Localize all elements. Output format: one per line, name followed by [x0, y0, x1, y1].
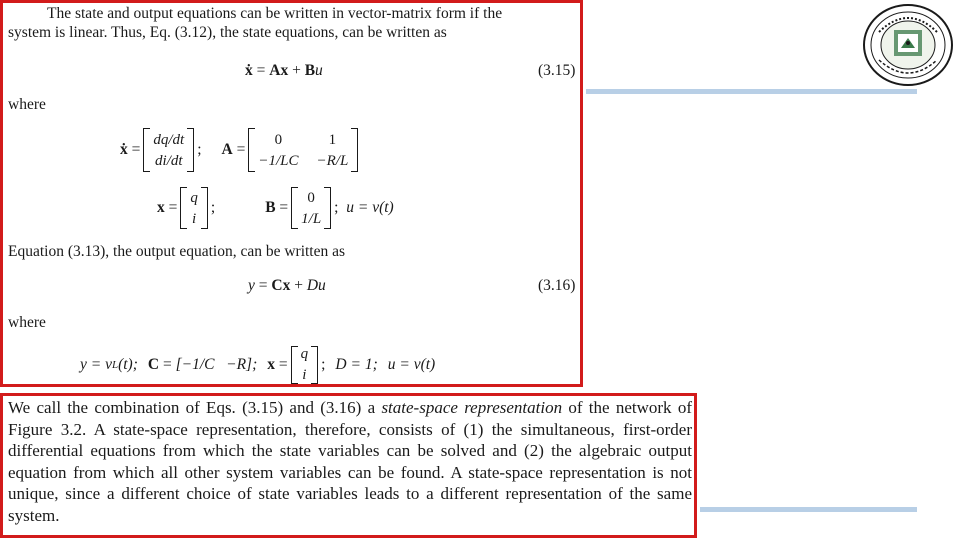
c-row-vector: [−1/C −R];: [175, 355, 258, 373]
eq315-x: x: [280, 62, 289, 79]
x-matrix: [180, 187, 208, 229]
y-definition-subscript: L: [111, 358, 119, 371]
decor-line-bottom: [700, 507, 917, 512]
c-label: C: [147, 355, 160, 373]
eq315-b: B: [304, 62, 316, 79]
y-definition-end: (t);: [118, 355, 138, 373]
paragraph-pre: We call the combination of Eqs. (3.15) and (3.16) a: [8, 398, 382, 417]
a-cell-22: −R/L: [316, 152, 349, 169]
eq316-number: (3.16): [538, 277, 576, 294]
x-and-b-definition: x = q i ; B = 0 1/L ; u = v(t): [157, 187, 394, 229]
b-cell-1: 0: [307, 189, 315, 206]
eq315-a: A: [269, 62, 281, 79]
where-label-1: where: [8, 96, 46, 113]
b-label: B: [265, 199, 276, 216]
eq315-lhs: ẋ: [245, 62, 253, 79]
x-cell-1: q: [190, 189, 198, 206]
a-label: A: [221, 141, 233, 158]
xdot-cell-2: di/dt: [155, 152, 183, 169]
x2-matrix: [291, 345, 319, 384]
summary-paragraph: [8, 397, 692, 526]
x-label: x: [157, 199, 165, 216]
xdot-and-a-definition: ẋ = dq/dt di/dt ; A = 0 1 −1/LC −R/L: [120, 128, 361, 172]
output-definitions: y = v L (t); C = [−1/C −R]; x = q i ; D = 1; u = v(t): [80, 346, 436, 383]
xdot-label: ẋ: [120, 141, 128, 158]
a-cell-11: 0: [274, 131, 283, 148]
eq316-u: u: [318, 277, 326, 294]
y-definition: y = v: [80, 355, 112, 373]
b-cell-2: 1/L: [301, 210, 322, 227]
paragraph-post: of the network of Figure 3.2. A state-space representation, therefore, consists of (1) the simultaneous, first-order differential equations from which the state variables can be solved and (2) the algebraic output equation from which all other system variables can be found. A state-space representation is not unique, since a different choice of state variables leads to a different representation of the same system.: [8, 398, 692, 525]
output-intro-line: Equation (3.13), the output equation, can be written as: [8, 243, 346, 260]
equation-3-15: ẋ = A x + B u: [245, 62, 323, 79]
intro-line-1: The state and output equations can be written in vector-matrix form if the: [47, 5, 503, 22]
eq316-x: x: [282, 277, 291, 294]
d-definition: D = 1;: [335, 355, 378, 373]
intro-line-2: system is linear. Thus, Eq. (3.12), the state equations, can be written as: [8, 24, 447, 41]
eq316-d: D: [306, 277, 319, 294]
x2-cell-1: q: [300, 346, 309, 362]
where-label-2: where: [8, 314, 46, 331]
x2-label: x: [267, 355, 275, 373]
b-matrix: [291, 187, 331, 229]
eq316-lhs: y: [248, 277, 255, 294]
u-definition: u = v(t): [346, 199, 394, 216]
x2-cell-2: i: [302, 367, 307, 383]
eq315-u: u: [315, 62, 323, 79]
eq315-number: (3.15): [538, 62, 576, 79]
xdot-matrix: [143, 128, 194, 172]
university-seal-icon: [861, 2, 955, 88]
x-cell-2: i: [192, 210, 197, 227]
xdot-cell-1: dq/dt: [153, 131, 185, 148]
a-matrix: [248, 128, 358, 172]
a-cell-12: 1: [328, 131, 337, 148]
a-cell-21: −1/LC: [258, 152, 299, 169]
paragraph-emphasis: state-space representation: [381, 398, 563, 417]
eq316-c: C: [271, 277, 283, 294]
equation-3-16: y = C x + D u: [248, 277, 326, 294]
u-definition-2: u = v(t): [387, 355, 436, 373]
decor-line-top: [586, 89, 917, 94]
